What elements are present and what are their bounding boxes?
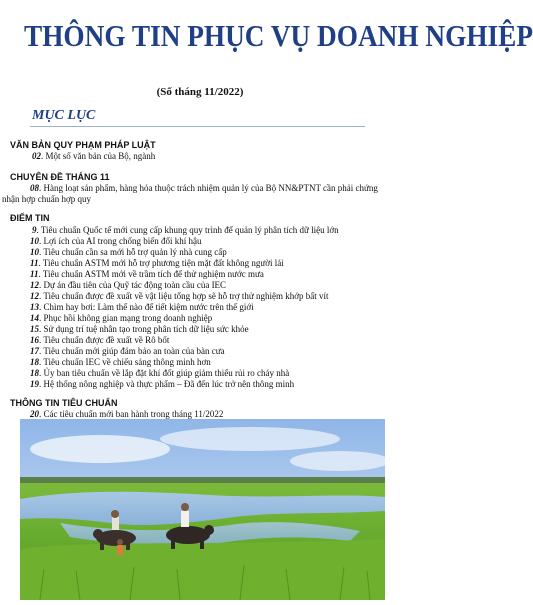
toc-item[interactable] — [30, 313, 212, 323]
toc-item[interactable] — [30, 258, 284, 268]
toc-item-page: 17 — [30, 346, 39, 356]
toc-item-label: . Tiêu chuẩn ASTM mới về trầm tích để thử nghiệm nước mưa — [38, 269, 264, 279]
toc-item-label: . Tiêu chuẩn IEC về chiếu sáng thông minh hơn — [39, 357, 211, 367]
toc-item-label: . Tiêu chuẩn ASTM mới hỗ trợ phương tiện mặt đất không người lái — [38, 258, 284, 268]
toc-item[interactable] — [30, 291, 329, 301]
toc-item[interactable] — [30, 183, 378, 193]
toc-item-label: . Tiêu chuẩn được đề xuất về vật liệu tổng hợp sẽ hỗ trợ thử nghiệm khớp bất vít — [39, 291, 329, 301]
toc-item-page: 20 — [30, 409, 39, 419]
toc-item-page: 11 — [30, 258, 39, 268]
toc-item[interactable] — [30, 324, 249, 334]
toc-item[interactable] — [30, 409, 223, 419]
toc-item-page: 10 — [30, 236, 39, 246]
toc-item-label: . Chìm hay bơi: Làm thế nào để tiết kiệm nước trên thế giới — [39, 302, 254, 312]
toc-item-label: . Tiêu chuẩn mới giúp đảm bảo an toàn của bàn cưa — [39, 346, 225, 356]
toc-item-label: . Dự án đầu tiên của Quỹ tác động toàn cầu của IEC — [39, 280, 227, 290]
toc-item-page: 9 — [32, 225, 37, 235]
toc-item[interactable] — [30, 269, 264, 279]
toc-item-page: 13 — [30, 302, 39, 312]
toc-item-label: . Một số văn bản của Bộ, ngành — [41, 151, 156, 161]
issue-number: (Số tháng 11/2022) — [156, 86, 244, 98]
toc-item-page: 12 — [30, 280, 39, 290]
toc-item-page: 18 — [30, 368, 39, 378]
toc-item[interactable] — [30, 379, 294, 389]
toc-item-label: . Hàng loạt sản phẩm, hàng hóa thuộc trách nhiệm quản lý của Bộ NN&PTNT cần phải chứng — [39, 183, 378, 193]
toc-item[interactable] — [30, 335, 169, 345]
page-title: THÔNG TIN PHỤC VỤ DOANH NGHIỆP — [24, 18, 533, 53]
section-heading-news: ĐIỂM TIN — [10, 213, 50, 223]
toc-item-label: . Hệ thống nông nghiệp và thực phẩm – Đã đến lúc trở nên thông minh — [39, 379, 295, 389]
section-heading-legal-docs: VĂN BẢN QUY PHẠM PHÁP LUẬT — [10, 140, 156, 150]
toc-title: MỤC LỤC — [32, 108, 96, 123]
toc-item-page: 16 — [30, 335, 39, 345]
toc-item-label: . Tiêu chuẩn Quốc tế mới cung cấp khung quy trình để quản lý phân tích dữ liệu lớn — [36, 225, 339, 235]
toc-item-page: 08 — [30, 183, 39, 193]
toc-item[interactable] — [30, 236, 201, 246]
toc-item-label: . Phục hồi không gian mạng trong doanh nghiệp — [39, 313, 213, 323]
toc-item-label: . Tiêu chuẩn được đề xuất về Rô bốt — [39, 335, 170, 345]
toc-divider — [30, 126, 365, 127]
toc-item[interactable] — [30, 247, 227, 257]
section-heading-feature: CHUYÊN ĐỀ THÁNG 11 — [10, 172, 110, 182]
toc-item-page: 11 — [30, 269, 39, 279]
toc-item[interactable] — [30, 368, 289, 378]
toc-item-page: 18 — [30, 357, 39, 367]
toc-item[interactable] — [32, 151, 155, 161]
toc-item-page: 14 — [30, 313, 39, 323]
toc-item-continuation: nhận hợp chuẩn hợp quy — [2, 194, 92, 204]
toc-item-page: 12 — [30, 291, 39, 301]
toc-item-label: . Các tiêu chuẩn mới ban hành trong tháng 11/2022 — [39, 409, 224, 419]
toc-item-page: 15 — [30, 324, 39, 334]
toc-item-page: 19 — [30, 379, 39, 389]
toc-item-page: 02 — [32, 151, 41, 161]
section-heading-standards-info: THÔNG TIN TIÊU CHUẨN — [10, 398, 118, 408]
toc-item-label: . Tiêu chuẩn cần sa mới hỗ trợ quản lý nhà cung cấp — [39, 247, 227, 257]
toc-item[interactable] — [30, 280, 226, 290]
toc-item-label: . Ủy ban tiêu chuẩn về lắp đặt khí đốt giúp giảm thiểu rủi ro cháy nhà — [39, 368, 290, 378]
toc-item[interactable] — [30, 346, 225, 356]
toc-item[interactable] — [30, 357, 211, 367]
toc-item[interactable] — [30, 302, 254, 312]
toc-item-label: . Lợi ích của AI trong chống biến đổi khí hậu — [39, 236, 202, 246]
toc-item[interactable] — [32, 225, 339, 235]
toc-item-page: 10 — [30, 247, 39, 257]
cover-photo — [20, 419, 385, 600]
toc-item-label: . Sử dụng trí tuệ nhân tạo trong phân tích dữ liệu sức khỏe — [39, 324, 249, 334]
